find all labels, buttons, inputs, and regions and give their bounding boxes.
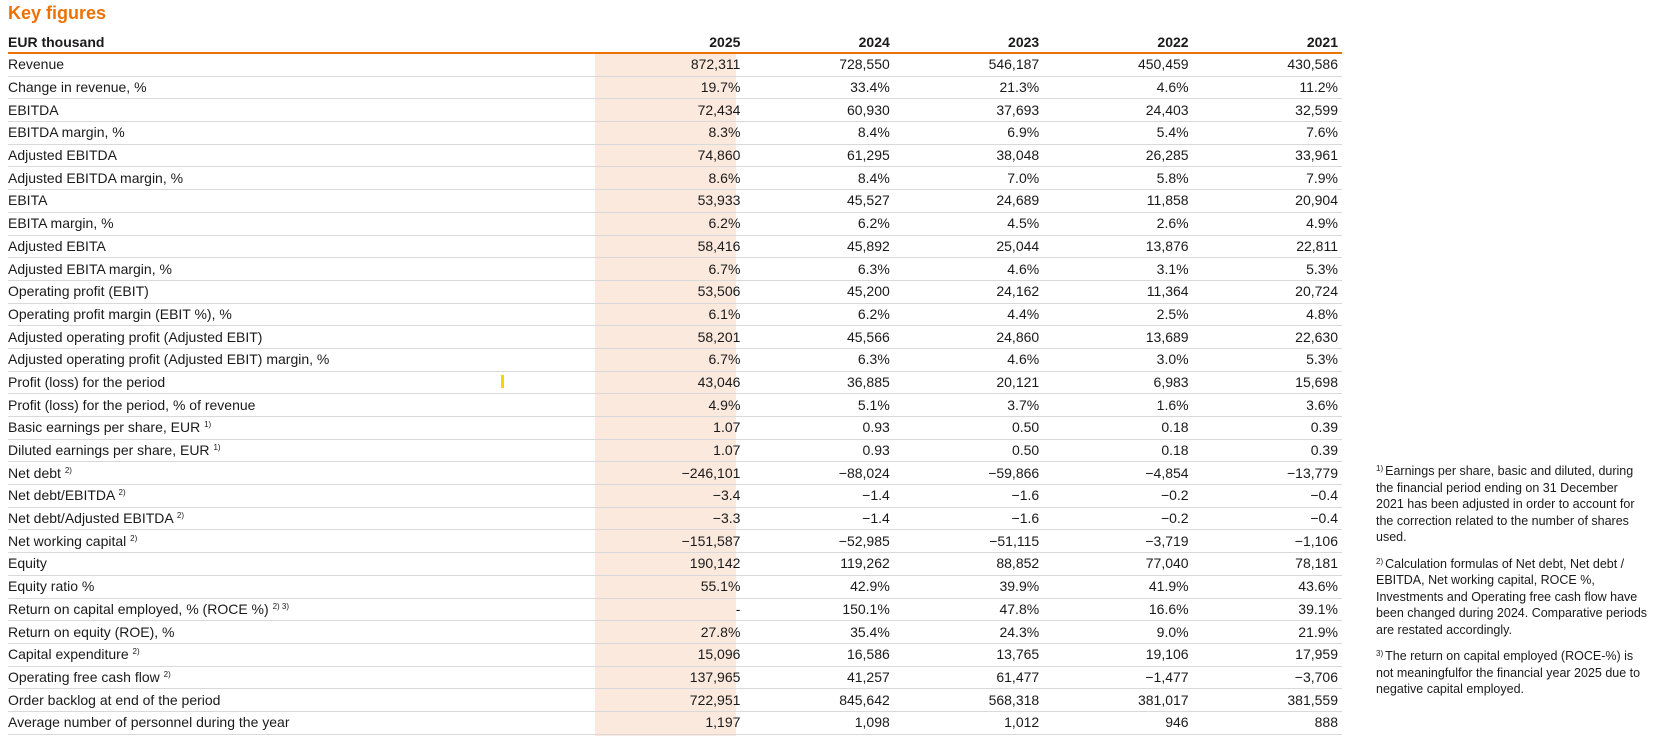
value-cell: −1.4 <box>744 485 893 508</box>
row-label-cell <box>8 280 595 303</box>
value-cell: 6.3% <box>744 348 893 371</box>
value-cell: 24,162 <box>894 280 1043 303</box>
table-row <box>8 643 1342 666</box>
value-cell: 8.4% <box>744 122 893 145</box>
value-cell: 4.9% <box>595 394 744 417</box>
value-cell: 1.07 <box>595 417 744 440</box>
footnote-reference: 1) <box>213 443 221 453</box>
key-figures-table <box>8 32 1342 735</box>
row-label-cell <box>8 303 595 326</box>
value-cell: 0.50 <box>894 417 1043 440</box>
value-cell: 20,121 <box>894 371 1043 394</box>
value-cell: 38,048 <box>894 144 1043 167</box>
value-cell: 8.4% <box>744 167 893 190</box>
value-cell: 72,434 <box>595 99 744 122</box>
row-label-cell <box>8 258 595 281</box>
row-label: Adjusted EBITDA <box>8 147 117 164</box>
value-cell: 20,724 <box>1193 280 1342 303</box>
footnote-mark: 1) <box>1376 464 1384 473</box>
value-cell: 1.07 <box>595 439 744 462</box>
value-cell: −0.4 <box>1193 507 1342 530</box>
value-cell: −88,024 <box>744 462 893 485</box>
value-cell: 43.6% <box>1193 575 1342 598</box>
footnote-reference: 2) <box>163 669 171 679</box>
row-label: Return on capital employed, % (ROCE %) <box>8 600 269 617</box>
value-cell: 0.39 <box>1193 417 1342 440</box>
footnote-mark: 3) <box>1376 649 1384 658</box>
value-cell: 35.4% <box>744 621 893 644</box>
footnotes <box>1376 463 1648 708</box>
value-cell: 61,477 <box>894 666 1043 689</box>
value-cell: 39.1% <box>1193 598 1342 621</box>
footnote-text: Earnings per share, basic and diluted, during the financial period ending on 31 December 2021 has been adjusted in order to account for the correction related to the number of shares used. <box>1376 464 1635 544</box>
value-cell: 4.6% <box>894 348 1043 371</box>
footnote-mark: 2) <box>1376 556 1384 566</box>
footnote <box>1376 648 1648 698</box>
value-cell: 872,311 <box>595 53 744 76</box>
table-row <box>8 167 1342 190</box>
table-header-row <box>8 32 1342 53</box>
value-cell: 5.3% <box>1193 258 1342 281</box>
footnote-reference: 1) <box>204 420 212 430</box>
value-cell: 25,044 <box>894 235 1043 258</box>
value-cell: 4.6% <box>1043 76 1192 99</box>
value-cell: 41.9% <box>1043 575 1192 598</box>
year-header: 2023 <box>894 32 1043 53</box>
value-cell: 88,852 <box>894 553 1043 576</box>
value-cell: 15,096 <box>595 643 744 666</box>
value-cell: 888 <box>1193 711 1342 734</box>
value-cell: 15,698 <box>1193 371 1342 394</box>
value-cell: 77,040 <box>1043 553 1192 576</box>
value-cell: 55.1% <box>595 575 744 598</box>
value-cell: 24,403 <box>1043 99 1192 122</box>
value-cell: 21.3% <box>894 76 1043 99</box>
value-cell: 17,959 <box>1193 643 1342 666</box>
footnote-reference: 2) 3) <box>272 601 290 611</box>
value-cell: 6.3% <box>744 258 893 281</box>
table-body <box>8 53 1342 734</box>
table-row <box>8 394 1342 417</box>
row-label-cell <box>8 485 595 508</box>
row-label-cell <box>8 507 595 530</box>
value-cell: 0.39 <box>1193 439 1342 462</box>
row-label-cell <box>8 575 595 598</box>
value-cell: 728,550 <box>744 53 893 76</box>
value-cell: - <box>595 598 744 621</box>
value-cell: −1.6 <box>894 507 1043 530</box>
value-cell: 58,201 <box>595 326 744 349</box>
value-cell: 5.3% <box>1193 348 1342 371</box>
row-label: Average number of personnel during the year <box>8 714 290 731</box>
value-cell: 11,858 <box>1043 190 1192 213</box>
value-cell: 546,187 <box>894 53 1043 76</box>
value-cell: 119,262 <box>744 553 893 576</box>
row-label: Equity <box>8 555 47 572</box>
row-label: EBITA margin, % <box>8 215 114 232</box>
row-label: Adjusted EBITDA margin, % <box>8 169 184 186</box>
value-cell: 8.6% <box>595 167 744 190</box>
row-label: Operating profit margin (EBIT %), % <box>8 305 232 322</box>
value-cell: 6.7% <box>595 348 744 371</box>
table-row <box>8 235 1342 258</box>
row-label: Net working capital <box>8 532 127 549</box>
value-cell: 6.2% <box>744 303 893 326</box>
value-cell: 0.50 <box>894 439 1043 462</box>
value-cell: 3.6% <box>1193 394 1342 417</box>
table-row <box>8 439 1342 462</box>
value-cell: −59,866 <box>894 462 1043 485</box>
value-cell: 722,951 <box>595 689 744 712</box>
value-cell: 946 <box>1043 711 1192 734</box>
table-row <box>8 258 1342 281</box>
value-cell: 21.9% <box>1193 621 1342 644</box>
row-label-cell <box>8 598 595 621</box>
table-row <box>8 280 1342 303</box>
year-header: 2025 <box>595 32 744 53</box>
value-cell: −1.6 <box>894 485 1043 508</box>
row-label: Profit (loss) for the period, % of revenue <box>8 396 256 413</box>
table-row <box>8 348 1342 371</box>
row-label: Order backlog at end of the period <box>8 691 221 708</box>
row-label: Adjusted operating profit (Adjusted EBIT) <box>8 328 263 345</box>
value-cell: −1,106 <box>1193 530 1342 553</box>
row-label: Adjusted operating profit (Adjusted EBIT) margin, % <box>8 351 330 368</box>
value-cell: 4.9% <box>1193 212 1342 235</box>
value-cell: 42.9% <box>744 575 893 598</box>
value-cell: 41,257 <box>744 666 893 689</box>
row-label-cell <box>8 167 595 190</box>
value-cell: 33,961 <box>1193 144 1342 167</box>
footnote-reference: 2) <box>118 488 126 498</box>
value-cell: 61,295 <box>744 144 893 167</box>
table-row <box>8 462 1342 485</box>
value-cell: 190,142 <box>595 553 744 576</box>
row-label: Adjusted EBITA margin, % <box>8 260 172 277</box>
row-label-cell <box>8 394 595 417</box>
value-cell: 74,860 <box>595 144 744 167</box>
value-cell: 7.9% <box>1193 167 1342 190</box>
row-label-cell <box>8 235 595 258</box>
row-label: Operating free cash flow <box>8 668 160 685</box>
value-cell: 53,933 <box>595 190 744 213</box>
value-cell: 26,285 <box>1043 144 1192 167</box>
value-cell: 430,586 <box>1193 53 1342 76</box>
value-cell: 6.2% <box>595 212 744 235</box>
value-cell: 32,599 <box>1193 99 1342 122</box>
unit-header: EUR thousand <box>8 32 595 53</box>
value-cell: −51,115 <box>894 530 1043 553</box>
row-label: EBITDA margin, % <box>8 124 125 141</box>
row-label-cell <box>8 326 595 349</box>
row-label: Change in revenue, % <box>8 79 147 96</box>
value-cell: 20,904 <box>1193 190 1342 213</box>
row-label: Operating profit (EBIT) <box>8 283 149 300</box>
table-row <box>8 530 1342 553</box>
value-cell: −1,477 <box>1043 666 1192 689</box>
footnote-reference: 2) <box>130 533 138 543</box>
row-label: Net debt/Adjusted EBITDA <box>8 510 173 527</box>
value-cell: 19,106 <box>1043 643 1192 666</box>
value-cell: 2.6% <box>1043 212 1192 235</box>
value-cell: 7.0% <box>894 167 1043 190</box>
value-cell: 150.1% <box>744 598 893 621</box>
row-label-cell <box>8 530 595 553</box>
footnote-text: Calculation formulas of Net debt, Net debt / EBITDA, Net working capital, ROCE %, Investments and Operating free cash flow have been changed during 2024. Comparative periods are restated accordingly. <box>1376 556 1648 637</box>
row-label-cell <box>8 462 595 485</box>
value-cell: 39.9% <box>894 575 1043 598</box>
value-cell: 13,765 <box>894 643 1043 666</box>
table-row <box>8 53 1342 76</box>
value-cell: 568,318 <box>894 689 1043 712</box>
value-cell: 137,965 <box>595 666 744 689</box>
value-cell: 3.0% <box>1043 348 1192 371</box>
row-label-cell <box>8 53 595 76</box>
value-cell: 450,459 <box>1043 53 1192 76</box>
value-cell: 19.7% <box>595 76 744 99</box>
table-row <box>8 666 1342 689</box>
value-cell: 16,586 <box>744 643 893 666</box>
table-row <box>8 711 1342 734</box>
row-label: Net debt/EBITDA <box>8 487 115 504</box>
value-cell: 45,566 <box>744 326 893 349</box>
value-cell: 0.93 <box>744 417 893 440</box>
footnote-reference: 2) <box>132 647 140 657</box>
table-row <box>8 303 1342 326</box>
footnote-text: The return on capital employed (ROCE-%) is not meaningfulfor the financial year 2025 due to negative capital employed. <box>1376 649 1641 696</box>
value-cell: −151,587 <box>595 530 744 553</box>
value-cell: 27.8% <box>595 621 744 644</box>
value-cell: 4.6% <box>894 258 1043 281</box>
value-cell: 5.1% <box>744 394 893 417</box>
value-cell: −0.2 <box>1043 507 1192 530</box>
value-cell: −0.2 <box>1043 485 1192 508</box>
row-label: Adjusted EBITA <box>8 237 106 254</box>
value-cell: 53,506 <box>595 280 744 303</box>
value-cell: −4,854 <box>1043 462 1192 485</box>
row-label-cell <box>8 371 595 394</box>
value-cell: 13,689 <box>1043 326 1192 349</box>
value-cell: 6.1% <box>595 303 744 326</box>
row-label-cell <box>8 212 595 235</box>
value-cell: 37,693 <box>894 99 1043 122</box>
row-label-cell <box>8 643 595 666</box>
value-cell: 33.4% <box>744 76 893 99</box>
row-label-cell <box>8 348 595 371</box>
table-row <box>8 371 1342 394</box>
year-header: 2024 <box>744 32 893 53</box>
row-label: EBITA <box>8 192 48 209</box>
table-row <box>8 190 1342 213</box>
row-label-cell <box>8 122 595 145</box>
value-cell: 6.7% <box>595 258 744 281</box>
table-row <box>8 689 1342 712</box>
value-cell: −3.4 <box>595 485 744 508</box>
row-label: Equity ratio % <box>8 578 95 595</box>
value-cell: 6,983 <box>1043 371 1192 394</box>
table-row <box>8 326 1342 349</box>
value-cell: −52,985 <box>744 530 893 553</box>
table-row <box>8 76 1342 99</box>
value-cell: −13,779 <box>1193 462 1342 485</box>
value-cell: 5.4% <box>1043 122 1192 145</box>
value-cell: −1.4 <box>744 507 893 530</box>
value-cell: 16.6% <box>1043 598 1192 621</box>
table-row <box>8 553 1342 576</box>
value-cell: 0.93 <box>744 439 893 462</box>
row-label: Net debt <box>8 464 61 481</box>
row-label-cell <box>8 689 595 712</box>
table-row <box>8 417 1342 440</box>
row-label-cell <box>8 666 595 689</box>
row-label: Basic earnings per share, EUR <box>8 419 201 436</box>
value-cell: 45,200 <box>744 280 893 303</box>
value-cell: 22,630 <box>1193 326 1342 349</box>
year-header: 2021 <box>1193 32 1342 53</box>
value-cell: 3.7% <box>894 394 1043 417</box>
row-label-cell <box>8 621 595 644</box>
row-label: Return on equity (ROE), % <box>8 623 175 640</box>
table-row <box>8 575 1342 598</box>
value-cell: 381,559 <box>1193 689 1342 712</box>
value-cell: 13,876 <box>1043 235 1192 258</box>
value-cell: 58,416 <box>595 235 744 258</box>
row-label-cell <box>8 417 595 440</box>
row-label-cell <box>8 144 595 167</box>
table-row <box>8 212 1342 235</box>
value-cell: −3,719 <box>1043 530 1192 553</box>
row-label-cell <box>8 190 595 213</box>
footnote <box>1376 463 1648 546</box>
value-cell: 5.8% <box>1043 167 1192 190</box>
value-cell: 6.2% <box>744 212 893 235</box>
value-cell: −3.3 <box>595 507 744 530</box>
footnote-reference: 2) <box>176 511 184 521</box>
table-row <box>8 122 1342 145</box>
page-title: Key figures <box>8 3 107 23</box>
value-cell: 45,527 <box>744 190 893 213</box>
value-cell: 381,017 <box>1043 689 1192 712</box>
footnote <box>1376 556 1648 639</box>
value-cell: 1,197 <box>595 711 744 734</box>
value-cell: 24,689 <box>894 190 1043 213</box>
value-cell: 22,811 <box>1193 235 1342 258</box>
table-row <box>8 485 1342 508</box>
value-cell: 1.6% <box>1043 394 1192 417</box>
row-label-cell <box>8 76 595 99</box>
value-cell: 0.18 <box>1043 439 1192 462</box>
table-row <box>8 621 1342 644</box>
value-cell: 845,642 <box>744 689 893 712</box>
year-header: 2022 <box>1043 32 1192 53</box>
value-cell: 7.6% <box>1193 122 1342 145</box>
value-cell: 36,885 <box>744 371 893 394</box>
value-cell: 8.3% <box>595 122 744 145</box>
value-cell: 1,012 <box>894 711 1043 734</box>
value-cell: 4.8% <box>1193 303 1342 326</box>
value-cell: 24,860 <box>894 326 1043 349</box>
row-label-cell <box>8 99 595 122</box>
value-cell: 78,181 <box>1193 553 1342 576</box>
row-label-cell <box>8 553 595 576</box>
value-cell: −3,706 <box>1193 666 1342 689</box>
row-label: EBITDA <box>8 101 59 118</box>
value-cell: 9.0% <box>1043 621 1192 644</box>
footnote-reference: 2) <box>64 465 72 475</box>
value-cell: 11.2% <box>1193 76 1342 99</box>
value-cell: 4.5% <box>894 212 1043 235</box>
row-label: Capital expenditure <box>8 646 129 663</box>
value-cell: 24.3% <box>894 621 1043 644</box>
value-cell: 60,930 <box>744 99 893 122</box>
value-cell: 1,098 <box>744 711 893 734</box>
value-cell: 43,046 <box>595 371 744 394</box>
value-cell: 11,364 <box>1043 280 1192 303</box>
value-cell: 0.18 <box>1043 417 1192 440</box>
value-cell: 2.5% <box>1043 303 1192 326</box>
value-cell: 47.8% <box>894 598 1043 621</box>
value-cell: −0.4 <box>1193 485 1342 508</box>
row-label: Profit (loss) for the period <box>8 373 166 390</box>
value-cell: −246,101 <box>595 462 744 485</box>
value-cell: 6.9% <box>894 122 1043 145</box>
row-label: Revenue <box>8 56 65 73</box>
value-cell: 3.1% <box>1043 258 1192 281</box>
table-row <box>8 507 1342 530</box>
value-cell: 45,892 <box>744 235 893 258</box>
table-row <box>8 598 1342 621</box>
row-label-cell <box>8 711 595 734</box>
row-label: Diluted earnings per share, EUR <box>8 442 210 459</box>
row-label-cell <box>8 439 595 462</box>
table-row <box>8 144 1342 167</box>
value-cell: 4.4% <box>894 303 1043 326</box>
table-row <box>8 99 1342 122</box>
